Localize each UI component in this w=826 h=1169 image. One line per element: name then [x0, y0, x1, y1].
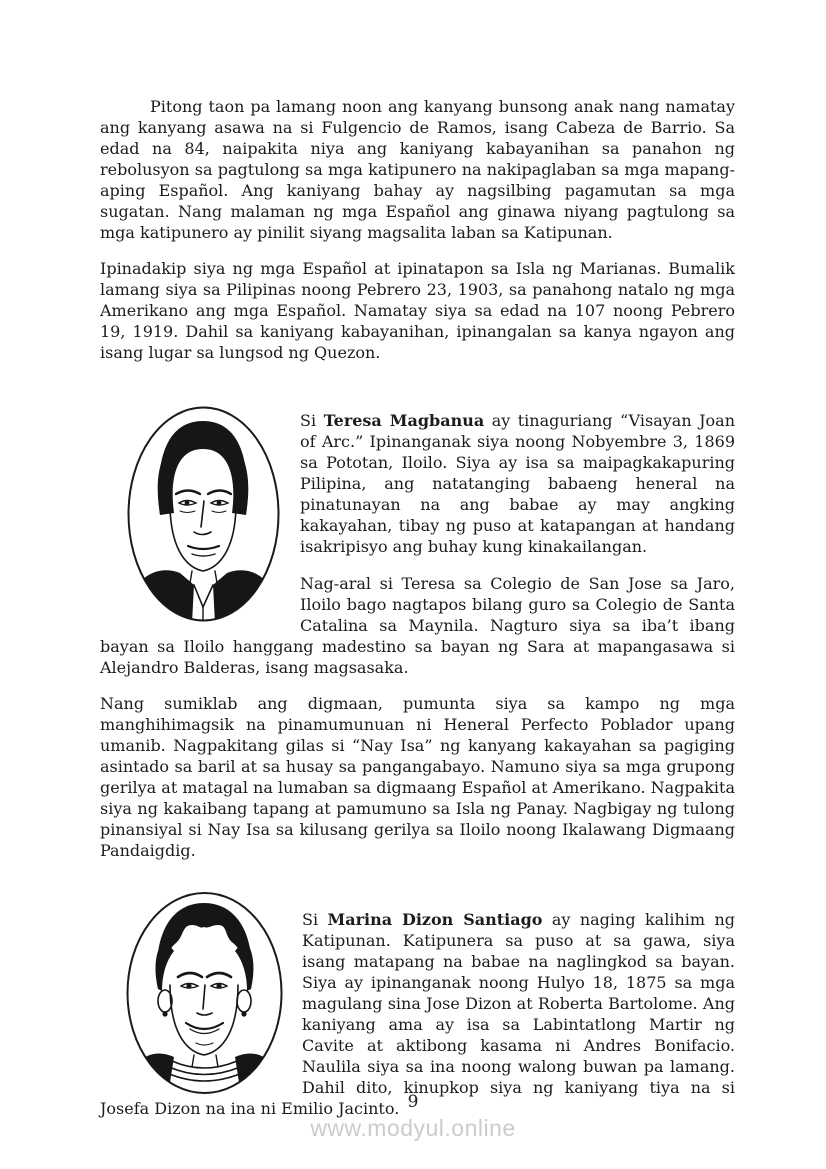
- paragraph-intro: Pitong taon pa lamang noon ang kanyang bunsong anak nang namatay ang kanyang asawa na si Fulgencio de Ramos, isang Cabeza de Barrio. Sa edad na 84, naipakita niya ang kaniyang kabayanihan sa panahon ng rebolusyon sa pagtulong sa mga katipunero na nakipaglaban sa mga mapang-aping Español. Ang kaniyang bahay ay nagsilbing pagamutan sa mga sugatan. Nang malaman ng mga Español ang ginawa niyang pagtulong sa mga katipunero ay pinilit siyang magsalita laban sa Katipunan.: [100, 97, 735, 242]
- section-teresa-magbanua: [100, 405, 735, 678]
- bio-lead: Si: [300, 411, 324, 430]
- paragraph-teresa-2: Nag-aral si Teresa sa Colegio de San Jose sa Jaro, Iloilo bago nagtapos bilang guro sa Colegio de Santa Catalina sa Maynila. Nagturo siya sa iba’t ibang bayan sa Iloilo hanggang madestino sa bayan ng Sara at mapangasawa si Alejandro Balderas, isang magsasaka.: [100, 574, 735, 677]
- section-marina-dizon: [100, 891, 735, 1119]
- person-name-marina: Marina Dizon Santiago: [327, 910, 543, 929]
- bio-text: ay naging kalihim ng Katipunan. Katipunera sa puso at sa gawa, siya isang matapang na babae na naglingkod sa bayan. Siya ay ipinanganak noong Hulyo 18, 1875 sa mga magulang sina Jose Dizon at Roberta Bartolome. Ang kaniyang ama ay isa sa Labintatlong Martir ng Cavite at aktibong kasama ni Andres Bonifacio. Naulila siya sa ina noong walong buwan pa lamang. Dahil dito, kinupkop siya ng kaniyang tiya na si Josefa Dizon na ina ni Emilio Jacinto.: [100, 910, 736, 1118]
- bio-text: ay tinaguriang “Visayan Joan of Arc.” Ipinanganak siya noong Nobyembre 3, 1869 sa Pototan, Iloilo. Siya ay isa sa maipagkakapuring Pilipina, ang natatanging babaeng heneral na pinatunayan na ang babae ay may angking kakayahan, tibay ng puso at katapangan at handang isakripisyo ang buhay kung kinakailangan.: [300, 411, 736, 556]
- page-footer: [0, 1092, 826, 1142]
- paragraph-war: Nang sumiklab ang digmaan, pumunta siya sa kampo ng mga manghihimagsik na pinamumunuan ni Heneral Perfecto Poblador upang umanib. Nagpakitang gilas si “Nay Isa” ng kanyang kakayahan sa pagiging asintado sa baril at sa husay sa pangangabayo. Namuno siya sa mga grupong gerilya at matagal na lumaban sa digmaang Español at Amerikano. Nagpakita siya ng kakaibang tapang at pamumuno sa Isla ng Panay. Nagbigay ng tulong pinansiyal si Nay Isa sa kilusang gerilya sa Iloilo noong Ikalawang Digmaang Pandaigdig.: [100, 694, 735, 860]
- watermark: www.modyul.online: [310, 1115, 516, 1141]
- bio-lead: Si: [302, 910, 328, 929]
- page-number: 9: [407, 1092, 419, 1112]
- paragraph-exile: Ipinadakip siya ng mga Español at ipinatapon sa Isla ng Marianas. Bumalik lamang siya sa Pilipinas noong Pebrero 23, 1903, sa panahong natalo ng mga Amerikano ang mga Español. Namatay siya sa edad na 107 noong Pebrero 19, 1919. Dahil sa kaniyang kabayanihan, ipinangalan sa kanya ngayon ang isang lugar sa lungsod ng Quezon.: [100, 259, 735, 362]
- teresa-magbanua-portrait: [126, 405, 281, 623]
- marina-dizon-portrait: [126, 891, 283, 1095]
- person-name-teresa: Teresa Magbanua: [323, 411, 485, 430]
